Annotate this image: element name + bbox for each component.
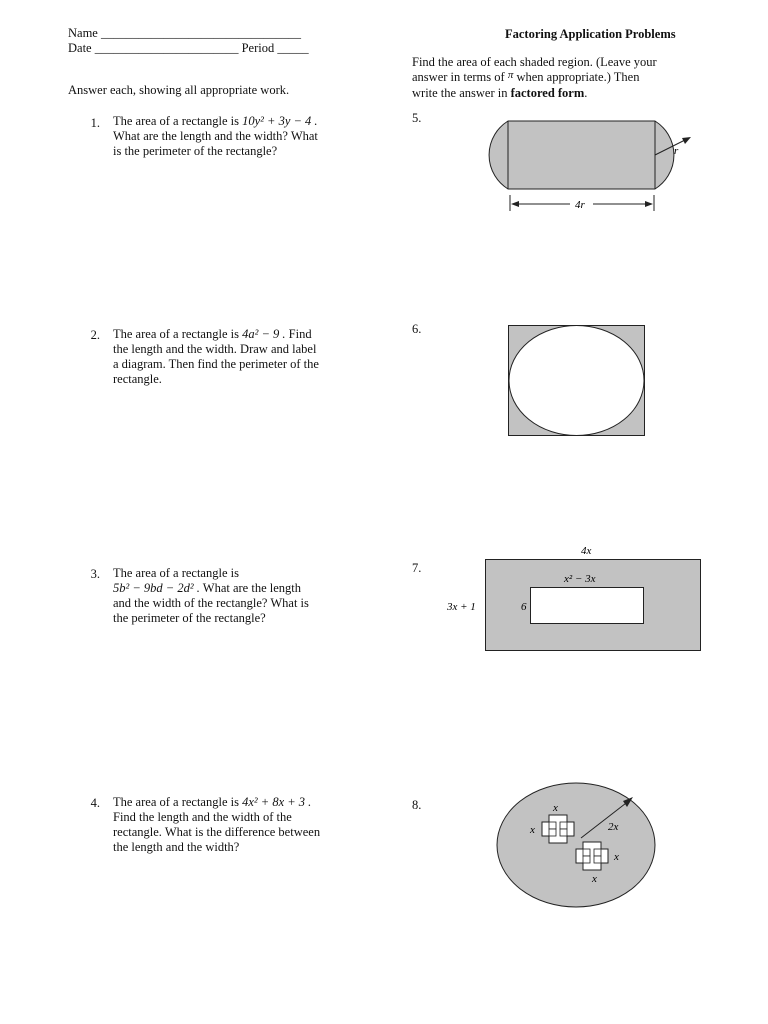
outer-height-label: 3x + 1: [447, 601, 476, 613]
right-instructions: [412, 55, 657, 101]
inner-width-label: x² − 3x: [564, 573, 596, 585]
instr-text: write the answer in: [412, 86, 508, 100]
problem-line: The area of a rectangle is: [113, 566, 239, 580]
cross-corner: [549, 829, 556, 836]
cutout-label: x: [553, 802, 558, 814]
cross-corner: [594, 856, 601, 863]
problem-line: What are the length: [202, 581, 301, 595]
inner-rectangle: [531, 588, 644, 624]
cross-corner: [594, 849, 601, 856]
radius-label: 2x: [608, 821, 619, 833]
problem-line: the length and the width?: [113, 840, 240, 854]
right-instructions-line1: Find the area of each shaded region. (Leave your: [412, 55, 657, 69]
figure-number: 6.: [412, 322, 422, 336]
radius-arrowhead: [682, 137, 691, 144]
outer-circle: [497, 783, 655, 907]
outer-width-label: 4x: [581, 545, 592, 557]
problem-text: [113, 566, 373, 626]
figure-7-rect-hole: [440, 542, 708, 656]
figure-8-circle-crosses: [490, 778, 665, 918]
left-instructions: Answer each, showing all appropriate work.: [68, 83, 290, 97]
problem-line: Find the length and the width of the: [113, 810, 292, 824]
math-expression: 4a² − 9 .: [242, 327, 286, 341]
cutout-label: x: [592, 873, 597, 885]
problem-line: is the perimeter of the rectangle?: [113, 144, 278, 158]
cross-corner: [560, 829, 567, 836]
date-period-field: Date _______________________ Period _____: [68, 41, 309, 55]
cutout-label: x: [614, 851, 619, 863]
problem-line: The area of a rectangle is: [113, 795, 239, 809]
problem-number: 1.: [90, 116, 100, 130]
instr-text: when appropriate.) Then: [516, 70, 640, 84]
problem-line: a diagram. Then find the perimeter of the: [113, 357, 319, 371]
instr-text: answer in terms of: [412, 70, 505, 84]
problem-line: and the width of the rectangle? What is: [113, 596, 309, 610]
right-instructions-line2: [412, 70, 657, 86]
length-label: 4r: [575, 199, 585, 211]
figure-6-square-circle: [505, 322, 650, 440]
problem-number: 2.: [90, 328, 100, 342]
cross-corner: [549, 822, 556, 829]
page-title: Factoring Application Problems: [505, 27, 676, 41]
problem-line: rectangle.: [113, 372, 162, 386]
cross-corner: [583, 849, 590, 856]
problem-text: [113, 114, 373, 159]
figure-5-stadium: [455, 110, 705, 220]
radius-label: r: [674, 145, 679, 157]
pi-symbol: π: [507, 69, 514, 81]
instr-bold-text: factored form: [510, 86, 585, 100]
problem-text: [113, 327, 373, 387]
dim-arrow-right: [645, 201, 653, 207]
problem-number: 4.: [90, 796, 100, 810]
problem-text: [113, 795, 373, 855]
problem-line: the length and the width. Draw and label: [113, 342, 317, 356]
math-expression: 5b² − 9bd − 2d² .: [113, 581, 200, 595]
figure-number: 8.: [412, 798, 422, 812]
problem-line: What are the length and the width? What: [113, 129, 318, 143]
cross-corner: [560, 822, 567, 829]
figure-number: 7.: [412, 561, 422, 575]
cross-corner: [583, 856, 590, 863]
instr-text: .: [584, 86, 588, 100]
problem-line: the perimeter of the rectangle?: [113, 611, 266, 625]
problem-line: Find: [288, 327, 312, 341]
problem-line: The area of a rectangle is: [113, 327, 239, 341]
problem-number: 3.: [90, 567, 100, 581]
inner-height-label: 6: [521, 601, 527, 613]
figure-number: 5.: [412, 111, 422, 125]
inner-circle: [509, 326, 644, 436]
stadium-shape: [489, 121, 674, 189]
right-instructions-line3: [412, 86, 657, 101]
math-expression: 10y² + 3y − 4 .: [242, 114, 318, 128]
problem-line: The area of a rectangle is: [113, 114, 239, 128]
cutout-label: x: [530, 824, 535, 836]
dim-arrow-left: [511, 201, 519, 207]
name-field: Name ________________________________: [68, 26, 301, 40]
math-expression: 4x² + 8x + 3 .: [242, 795, 312, 809]
problem-line: rectangle. What is the difference between: [113, 825, 321, 839]
